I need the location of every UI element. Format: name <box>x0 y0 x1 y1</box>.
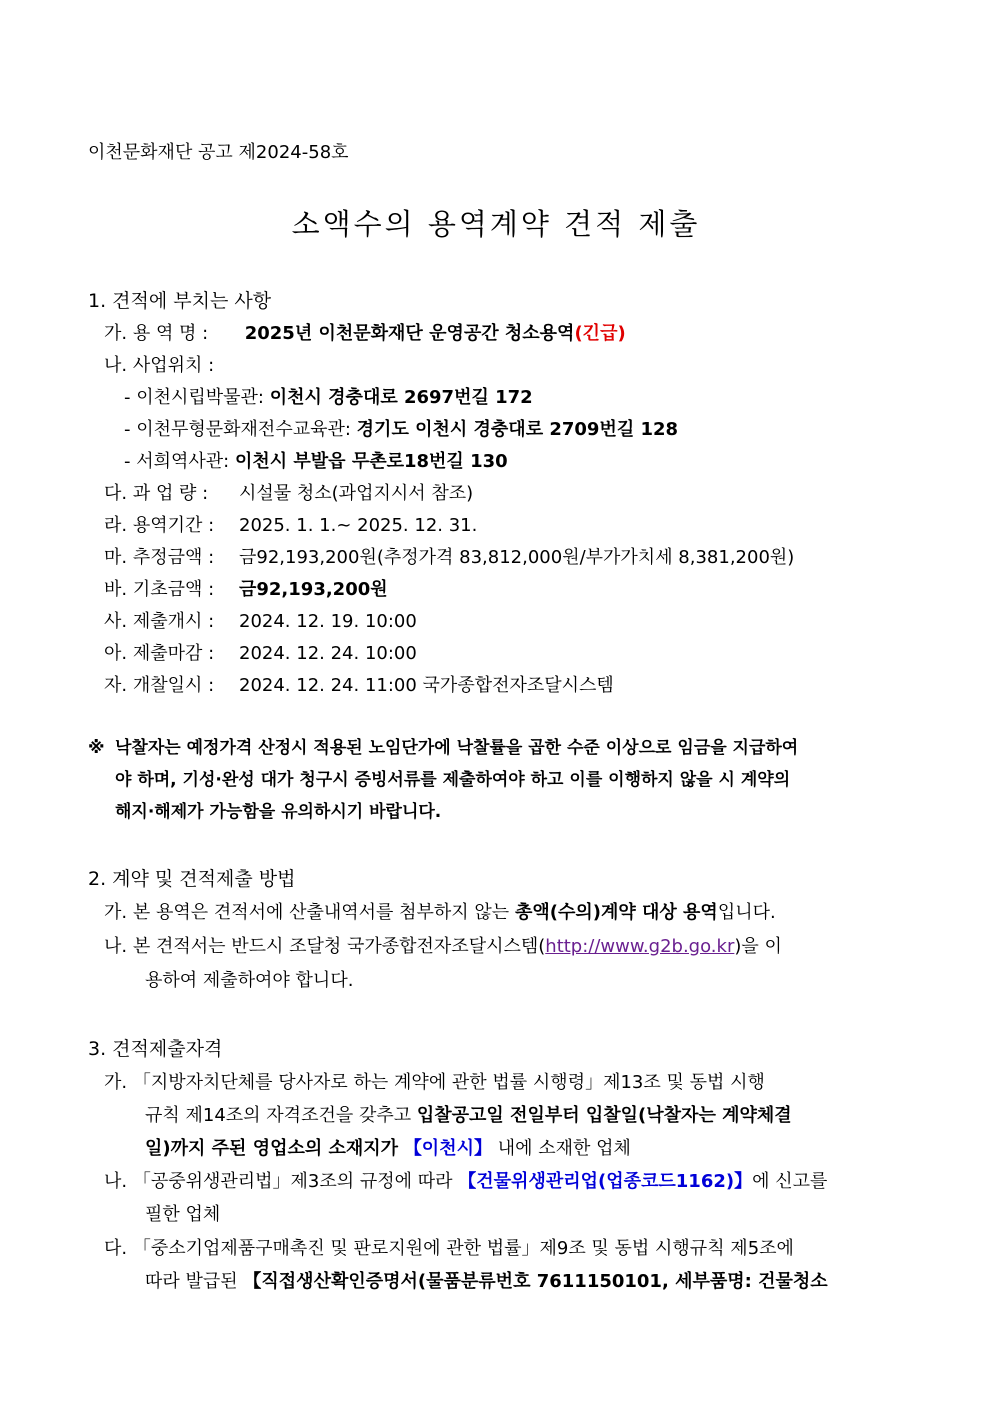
workload-label: 다. 과 업 량 : <box>104 483 209 504</box>
workload-value: 시설물 청소(과업지시서 참조) <box>239 483 474 504</box>
service-name-row <box>104 321 626 347</box>
item-emphasis: 【직접생산확인증명서(물품분류번호 7611150101, 세부품명: 건물청소 <box>243 1271 828 1292</box>
notice-number: 이천문화재단 공고 제2024-58호 <box>88 142 349 163</box>
g2b-link[interactable]: http://www.g2b.go.kr <box>545 936 735 957</box>
section2-item-a <box>104 900 776 926</box>
item-text: )을 이 <box>734 936 782 957</box>
item-text: 가. 본 용역은 견적서에 산출내역서를 첨부하지 않는 <box>104 902 510 923</box>
section3-item-a-line2 <box>145 1103 792 1129</box>
submit-end-value: 2024. 12. 24. 10:00 <box>239 643 417 664</box>
site-name: - 서희역사관: <box>124 451 230 472</box>
item-text: 내에 소재한 업체 <box>497 1138 631 1159</box>
site-name: - 이천무형문화재전수교육관: <box>124 419 351 440</box>
submit-end-row <box>104 641 417 667</box>
item-text: 입니다. <box>717 902 776 923</box>
estimated-amount-value: 금92,193,200원(추정가격 83,812,000원/부가가치세 8,381,200원) <box>239 547 795 568</box>
page-title: 소액수의 용역계약 견적 제출 <box>291 207 701 241</box>
period-label: 라. 용역기간 : <box>104 515 215 536</box>
section3-item-a-line3 <box>145 1136 631 1162</box>
site-name: - 이천시립박물관: <box>124 387 264 408</box>
site-address: 이천시 부발읍 무촌로18번길 130 <box>234 451 508 472</box>
item-text: 나. 본 견적서는 반드시 조달청 국가종합전자조달시스템( <box>104 936 546 957</box>
estimated-amount-row <box>104 545 794 571</box>
item-text: 규칙 제14조의 자격조건을 갖추고 <box>145 1105 412 1126</box>
opening-label: 자. 개찰일시 : <box>104 675 215 696</box>
base-amount-row <box>104 577 388 603</box>
service-name-label: 가. 용 역 명 : <box>104 323 209 344</box>
item-emphasis: 입찰공고일 전일부터 입찰일(낙찰자는 계약체결 <box>416 1105 792 1126</box>
section3-item-b-line1 <box>104 1169 827 1195</box>
submit-start-label: 사. 제출개시 : <box>104 611 215 632</box>
base-amount-value: 금92,193,200원 <box>239 579 388 600</box>
workload-row <box>104 481 473 507</box>
base-amount-label: 바. 기초금액 : <box>104 579 215 600</box>
opening-value: 2024. 12. 24. 11:00 국가종합전자조달시스템 <box>239 675 614 696</box>
site-address: 경기도 이천시 경충대로 2709번길 128 <box>356 419 679 440</box>
section2-item-b-line1 <box>104 934 782 960</box>
urgent-tag: (긴급) <box>574 323 626 344</box>
section2-item-b-line2: 용하여 제출하여야 합니다. <box>145 970 354 991</box>
item-text: 에 신고를 <box>752 1171 828 1192</box>
site-address: 이천시 경충대로 2697번길 172 <box>269 387 533 408</box>
section3-item-c-line1: 다. 「중소기업제품구매촉진 및 판로지원에 관한 법률」제9조 및 동법 시행규칙 제5조에 <box>104 1238 794 1259</box>
estimated-amount-label: 마. 추정금액 : <box>104 547 215 568</box>
submit-start-value: 2024. 12. 19. 10:00 <box>239 611 417 632</box>
submit-start-row <box>104 609 417 635</box>
item-text: 따라 발급된 <box>145 1271 238 1292</box>
item-text: 나. 「공중위생관리법」제3조의 규정에 따라 <box>104 1171 453 1192</box>
location-site-3 <box>124 449 508 475</box>
period-row <box>104 513 477 539</box>
location-label: 나. 사업위치 : <box>104 355 215 376</box>
location-site-2 <box>124 417 678 443</box>
section2-heading: 2. 계약 및 견적제출 방법 <box>88 868 296 890</box>
location-site-1 <box>124 385 533 411</box>
item-emphasis: 총액(수의)계약 대상 용역 <box>514 902 718 923</box>
service-name-value: 2025년 이천문화재단 운영공간 청소용역 <box>244 323 575 344</box>
section3-item-a-line1: 가. 「지방자치단체를 당사자로 하는 계약에 관한 법률 시행령」제13조 및 동법 시행 <box>104 1072 765 1093</box>
business-type-highlight: 【건물위생관리업(업종코드1162)】 <box>458 1171 753 1192</box>
section1-heading: 1. 견적에 부치는 사항 <box>88 290 272 312</box>
section3-item-c-line2 <box>145 1269 828 1295</box>
opening-row <box>104 673 614 699</box>
note-mark: ※ <box>88 738 105 758</box>
note-line-1: 낙찰자는 예정가격 산정시 적용된 노임단가에 낙찰률을 곱한 수준 이상으로 임금을 지급하여 <box>115 738 799 758</box>
note-line-3: 해지·해제가 가능함을 유의하시기 바랍니다. <box>115 802 442 822</box>
section3-heading: 3. 견적제출자격 <box>88 1038 223 1060</box>
section3-item-b-line2: 필한 업체 <box>145 1204 221 1225</box>
region-highlight: 【이천시】 <box>403 1138 492 1159</box>
submit-end-label: 아. 제출마감 : <box>104 643 215 664</box>
note-line-2: 야 하며, 기성·완성 대가 청구시 증빙서류를 제출하여야 하고 이를 이행하지 않을 시 계약의 <box>115 770 791 790</box>
item-emphasis: 일)까지 주된 영업소의 소재지가 <box>145 1138 399 1159</box>
period-value: 2025. 1. 1.~ 2025. 12. 31. <box>239 515 478 536</box>
